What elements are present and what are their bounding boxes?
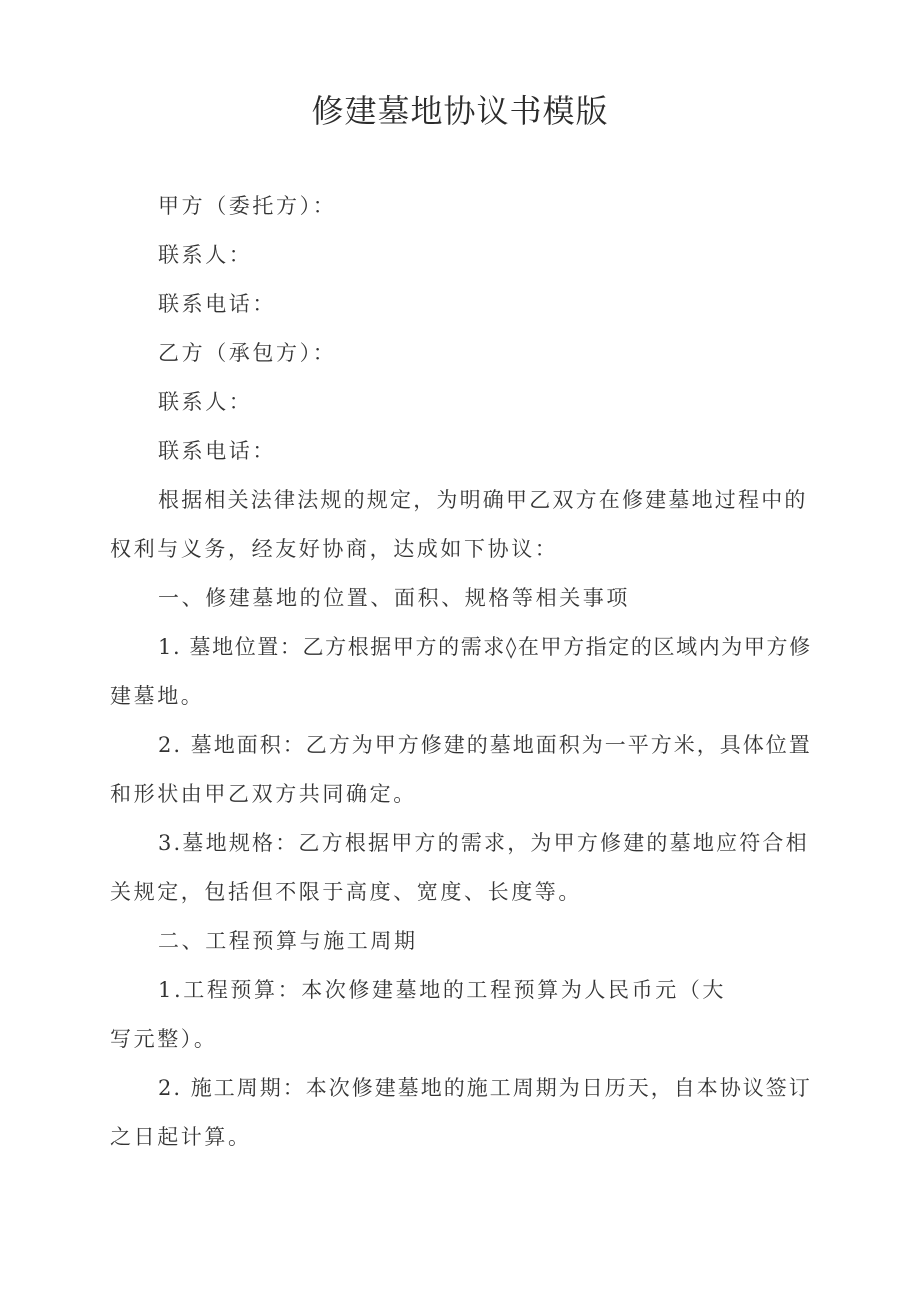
document-title: 修建墓地协议书模版: [311, 92, 609, 130]
party-b-phone-line: 联系电话：: [158, 439, 276, 463]
party-a-contact-line: 联系人：: [158, 243, 253, 267]
preamble-line-1: 根据相关法律法规的规定，为明确甲乙双方在修建墓地过程中的: [158, 488, 808, 512]
party-b-line: 乙方（承包方）：: [158, 341, 337, 365]
clause-2-2-line-1: 2. 施工周期：本次修建墓地的施工周期为日历天，自本协议签订: [158, 1076, 812, 1100]
preamble-line-2: 权利与义务，经友好协商，达成如下协议：: [110, 537, 559, 561]
party-b-contact-line: 联系人：: [158, 390, 253, 414]
clause-2-1-line-2: 写元整）。: [110, 1027, 218, 1051]
clause-1-2-line-1: 2. 墓地面积：乙方为甲方修建的墓地面积为一平方米，具体位置: [158, 733, 812, 757]
clause-1-3-line-2: 关规定，包括但不限于高度、宽度、长度等。: [110, 880, 582, 904]
clause-1-1-line-1: 1. 墓地位置：乙方根据甲方的需求◊在甲方指定的区域内为甲方修: [158, 635, 812, 659]
clause-2-1-line-1: 1.工程预算：本次修建墓地的工程预算为人民币元（大: [158, 978, 727, 1002]
clause-1-2-line-2: 和形状由甲乙双方共同确定。: [110, 782, 417, 806]
clause-1-1-line-2: 建墓地。: [110, 684, 205, 708]
section-heading-2: 二、工程预算与施工周期: [158, 929, 418, 953]
party-a-phone-line: 联系电话：: [158, 292, 276, 316]
party-a-line: 甲方（委托方）：: [158, 194, 337, 218]
section-heading-1: 一、修建墓地的位置、面积、规格等相关事项: [158, 586, 630, 610]
clause-1-3-line-1: 3.墓地规格：乙方根据甲方的需求，为甲方修建的墓地应符合相: [158, 831, 809, 855]
clause-2-2-line-2: 之日起计算。: [110, 1125, 252, 1149]
document-body: [110, 182, 812, 1162]
